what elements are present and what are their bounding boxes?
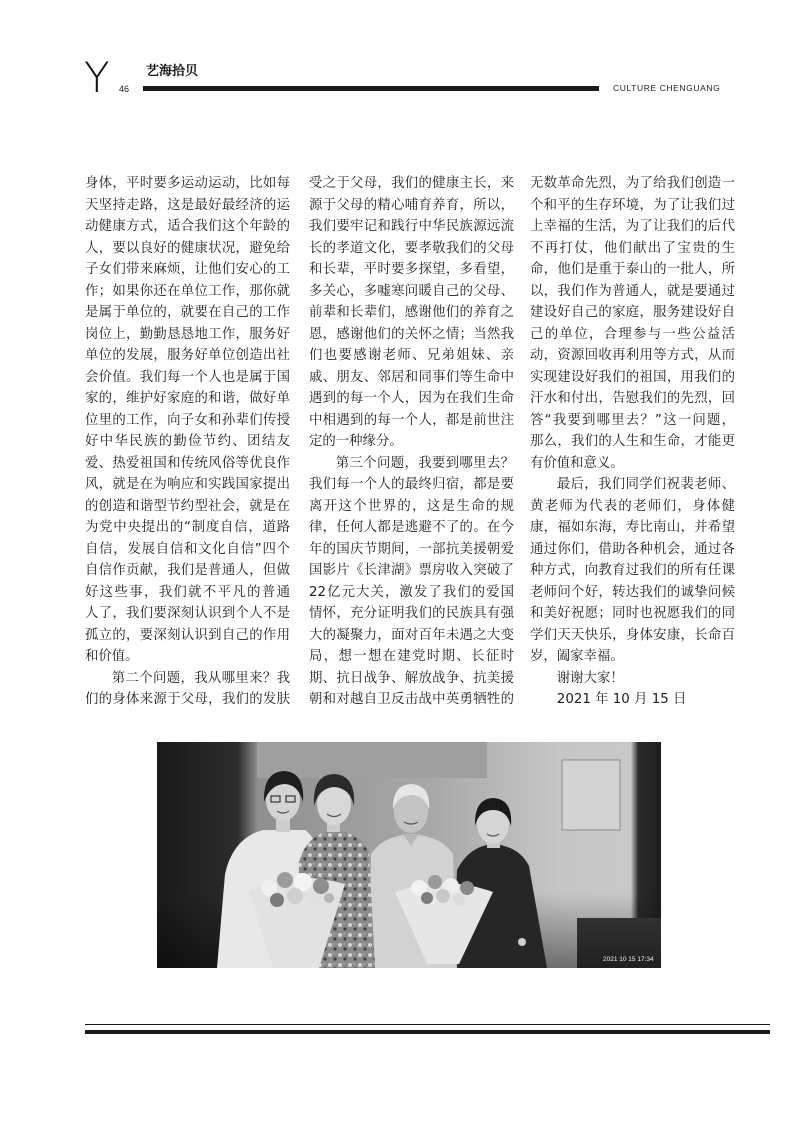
text-line: 长的孝道文化，要孝敬我们的父母 (309, 240, 514, 256)
wall-frame (562, 760, 620, 830)
text-line: 遇到的每一个人，因为在我们生命 (309, 391, 514, 406)
text-line: 是属于单位的，就要在自己的工作 (85, 305, 290, 320)
text-column-right (530, 173, 735, 711)
text-line: 和美好祝愿；同时也祝愿我们的同 (530, 606, 735, 621)
text-line: 们的身体来源于父母，我们的发肤 (85, 692, 290, 707)
text-line: 那么，我们的人生和生命，才能更 (530, 434, 735, 449)
text-line: 为党中央提出的“制度自信，道路 (85, 520, 290, 535)
text-line: 人，要以良好的健康状况，避免给 (85, 240, 290, 256)
magazine-logo-letter: Y (84, 53, 110, 102)
text-line: 答“我要到哪里去？”这一问题， (530, 412, 735, 428)
text-line: 孤立的，要深刻认识到自己的作用 (85, 627, 290, 643)
text-line: 和长辈，平时要多探望，多看望， (309, 262, 514, 277)
text-line: 建设好自己的家庭，服务建设好自 (530, 305, 735, 320)
text-line: 朝和对越自卫反击战中英勇牺牲的 (309, 692, 514, 707)
text-line: 自信，发展自信和文化自信”四个 (85, 541, 290, 557)
header-rule (143, 86, 599, 91)
text-line: 期、抗日战争、解放战争、抗美援 (309, 670, 514, 686)
text-line: 大的凝聚力，面对百年未遇之大变 (309, 627, 514, 643)
text-line: 身体，平时要多运动运动，比如每 (85, 176, 290, 191)
text-line: 第二个问题，我从哪里来？我 (111, 670, 290, 686)
text-line: 律，任何人都是逃避不了的。在今 (309, 520, 514, 535)
text-line: 多关心，多嘘寒问暖自己的父母、 (309, 283, 514, 299)
text-line: 黄老师为代表的老师们，身体健 (530, 498, 735, 514)
text-line: 第三个问题，我要到哪里去？ (335, 455, 514, 471)
text-line: 种方式，向教育过我们的所有任课 (530, 563, 735, 578)
text-line: 戚、朋友、邻居和同事们等生命中 (309, 369, 514, 385)
text-line: 我们每一个人的最终归宿，都是要 (309, 477, 514, 492)
text-line: 动，资源回收再利用等方式，从而 (530, 348, 735, 363)
text-line: 通过你们，借助各种机会，通过各 (530, 541, 735, 557)
text-line: 国影片《长津湖》票房收入突破了 (309, 563, 514, 578)
text-line: 会价值。我们每一个人也是属于国 (85, 369, 290, 385)
text-line: 2021 年 10 月 15 日 (556, 692, 687, 707)
text-line: 动健康方式，适合我们这个年龄的 (85, 219, 290, 234)
text-line: 离开这个世界的，这是生命的规 (309, 498, 514, 514)
text-line: 前辈和长辈们，感谢他们的养育之 (309, 305, 514, 320)
text-line: 天坚持走路，这是最好最经济的运 (85, 197, 290, 213)
text-column-left (85, 173, 290, 711)
section-title: 艺海拾贝 (146, 64, 199, 79)
text-line: 实现建设好我们的祖国，用我们的 (530, 369, 735, 385)
text-line: 好这些事，我们就不平凡的普通 (85, 584, 290, 600)
text-line: 单位的发展，服务好单位创造出社 (85, 348, 290, 363)
text-line: 恩，感谢他们的关怀之情；当然我 (309, 326, 514, 342)
text-line: 的创造和谐型节约型社会，就是在 (85, 498, 290, 514)
text-line: 和价值。 (85, 649, 139, 664)
text-line: 岁，阖家幸福。 (530, 649, 624, 664)
footer-rule-thin (85, 1024, 770, 1025)
text-line: 自信作贡献，我们是普通人，但做 (85, 563, 290, 578)
magazine-name: CULTURE CHENGUANG (613, 83, 721, 93)
text-line: 最后，我们同学们祝裴老师、 (556, 477, 735, 492)
text-column-middle (309, 173, 514, 711)
text-line: 22亿元大关，激发了我们的爱国 (309, 584, 514, 600)
text-line: 命，他们是重于泰山的一批人，所 (530, 262, 735, 277)
text-line: 们也要感谢老师、兄弟姐妹、亲 (309, 348, 514, 363)
text-line: 源于父母的精心哺育养育，所以， (309, 197, 514, 213)
text-line: 上幸福的生活，为了让我们的后代 (530, 219, 735, 234)
page-number: 46 (119, 84, 130, 94)
photo-timestamp: 2021 10 15 17:34 (603, 956, 654, 963)
text-line: 己的单位，合理参与一些公益活 (530, 326, 735, 342)
text-line: 爱、热爱祖国和传统风俗等优良作 (85, 455, 290, 471)
text-line: 汗水和付出，告慰我们的先烈，回 (530, 391, 735, 406)
group-photo-image (157, 742, 661, 968)
text-line: 局，想一想在建党时期、长征时 (309, 649, 514, 664)
text-line: 岗位上，勤勤恳恳地工作，服务好 (85, 326, 290, 342)
text-line: 定的一种缘分。 (309, 434, 403, 449)
text-line: 位里的工作，向子女和孙辈们传授 (85, 412, 290, 428)
group-photo (157, 742, 661, 968)
text-line: 好中华民族的勤俭节约、团结友 (85, 434, 290, 449)
text-line: 谢谢大家！ (556, 670, 624, 686)
footer-rule-thick (85, 1030, 770, 1034)
text-line: 中相遇到的每一个人，都是前世注 (309, 412, 514, 428)
text-line: 有价值和意义。 (530, 455, 624, 471)
text-line: 康，福如东海，寿比南山，并希望 (530, 520, 735, 535)
text-line: 年的国庆节期间，一部抗美援朝爱 (309, 541, 514, 557)
text-line: 情怀，充分证明我们的民族具有强 (309, 606, 514, 621)
text-line: 子女们带来麻烦，让他们安心的工 (85, 262, 290, 277)
text-line: 以，我们作为普通人，就是要通过 (530, 283, 735, 299)
text-line: 风，就是在为响应和实践国家提出 (85, 477, 290, 492)
text-line: 学们天天快乐，身体安康，长命百 (530, 627, 735, 643)
text-line: 老师问个好，转达我们的诚挚问候 (530, 584, 735, 600)
text-line: 人了，我们要深刻认识到个人不是 (85, 606, 290, 621)
text-line: 家的，维护好家庭的和谐，做好单 (85, 391, 290, 406)
text-line: 无数革命先烈，为了给我们创造一 (530, 176, 735, 191)
text-line: 不再打仗，他们献出了宝贵的生 (530, 240, 735, 256)
text-line: 作；如果你还在单位工作，那你就 (85, 283, 290, 299)
text-line: 受之于父母，我们的健康主长，来 (309, 176, 514, 191)
text-line: 我们要牢记和践行中华民族源远流 (309, 219, 514, 234)
text-line: 个和平的生存环境，为了让我们过 (530, 197, 735, 213)
